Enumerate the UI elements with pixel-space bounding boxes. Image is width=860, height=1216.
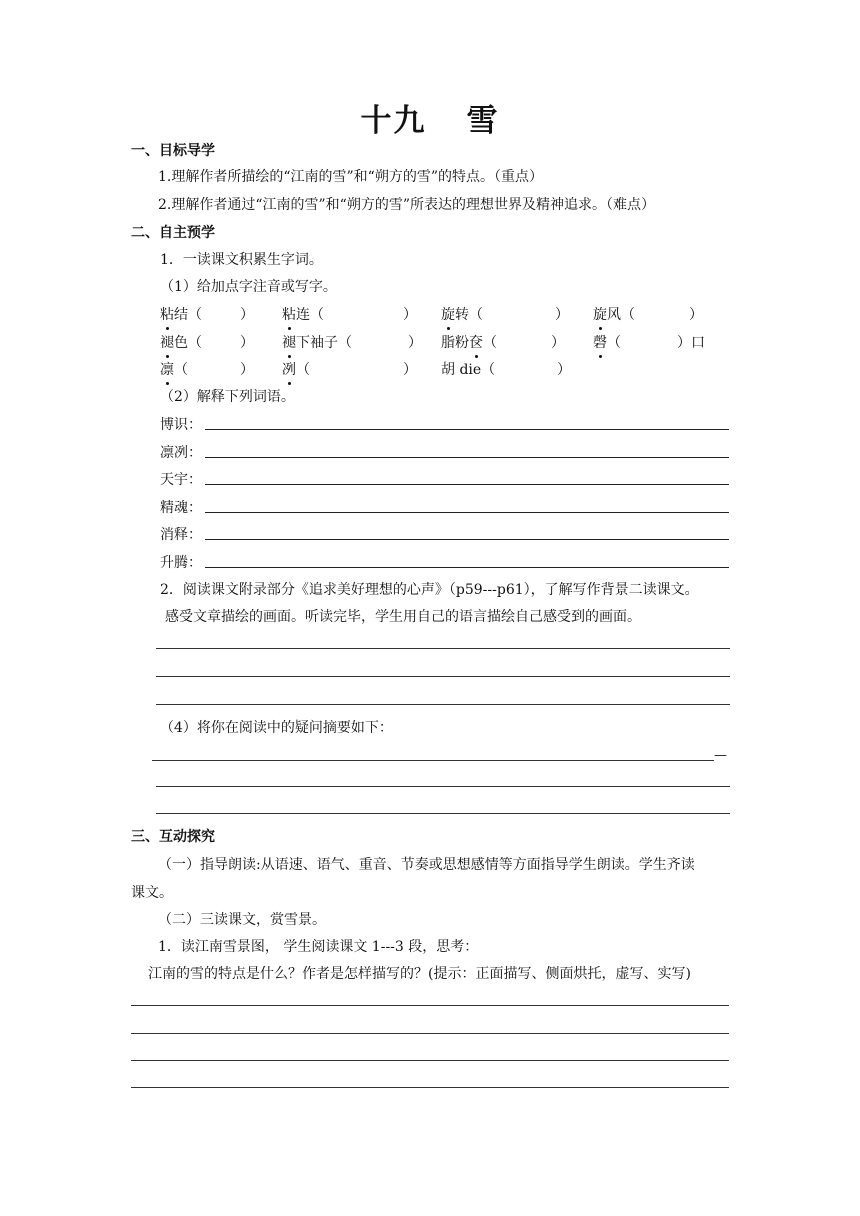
- vocab-entry[interactable]: 褪下袖子（: [282, 332, 352, 352]
- preview-item-2: 2．阅读课文附录部分《追求美好理想的心声》（p59---p61），了解写作背景二读课文。: [160, 582, 699, 598]
- section1-heading: 一、目标导学: [131, 143, 215, 159]
- goal-item-1: 1.理解作者所描绘的“江南的雪”和“朔方的雪”的特点。（重点）: [158, 169, 543, 185]
- vocab-close: ）: [689, 307, 703, 323]
- section2-heading: 二、自主预学: [131, 225, 215, 241]
- vocab-close: ）: [240, 362, 254, 378]
- preview-item-1: 1．一读课文积累生字词。: [160, 252, 323, 268]
- writing-line[interactable]: [131, 1087, 729, 1088]
- vocab-close: ）: [403, 307, 417, 323]
- term-answer-field[interactable]: [205, 539, 729, 540]
- vocab-close: ）: [240, 307, 254, 323]
- goal-item-2: 2.理解作者通过“江南的雪”和“朔方的雪”所表达的理想世界及精神追求。（难点）: [158, 197, 655, 213]
- vocab-entry[interactable]: 粘连（: [282, 304, 324, 324]
- vocab-close: ）: [408, 335, 422, 351]
- vocab-entry[interactable]: 粘结（: [160, 304, 202, 324]
- vocab-entry[interactable]: 冽（: [282, 359, 310, 379]
- page-title: [0, 95, 860, 140]
- term-answer-field[interactable]: [205, 512, 729, 513]
- writing-line[interactable]: [156, 813, 730, 814]
- term-label: 精魂：: [160, 500, 202, 516]
- writing-line[interactable]: [156, 648, 730, 649]
- title-char: 雪: [466, 103, 500, 139]
- term-answer-field[interactable]: [205, 457, 729, 458]
- writing-line[interactable]: [131, 1060, 729, 1061]
- term-answer-field[interactable]: [205, 429, 729, 430]
- vocab-entry[interactable]: 脂粉奁（: [441, 332, 497, 352]
- explore-para-3: 1．读江南雪景图， 学生阅读课文 1---3 段，思考：: [158, 939, 479, 955]
- term-label: 博识：: [160, 417, 202, 433]
- explore-para-1: （一）指导朗读:从语速、语气、重音、节奏或思想感情等方面指导学生朗读。学生齐读: [158, 857, 695, 873]
- term-label: 升腾：: [160, 555, 202, 571]
- term-label: 天宇：: [160, 472, 202, 488]
- vocab-close: ）口: [677, 335, 705, 351]
- writing-line[interactable]: [156, 704, 730, 705]
- explore-para-1-cont: 课文。: [131, 885, 173, 901]
- term-answer-field[interactable]: [205, 484, 729, 485]
- vocab-entry[interactable]: 旋风（: [593, 304, 635, 324]
- writing-line[interactable]: [156, 786, 730, 787]
- explore-question: 江南的雪的特点是什么？作者是怎样描写的？(提示：正面描写、侧面烘托，虚写、实写): [148, 966, 691, 982]
- dash-mark: —: [714, 748, 727, 763]
- questions-instruction: （4）将你在阅读中的疑问摘要如下：: [160, 720, 393, 736]
- writing-line[interactable]: [156, 676, 730, 677]
- explore-para-2: （二）三读课文，赏雪景。: [158, 912, 326, 928]
- vocab-close: ）: [551, 335, 565, 351]
- preview-item-2-cont: 感受文章描绘的画面。听读完毕，学生用自己的语言描绘自己感受到的画面。: [165, 609, 641, 625]
- section3-heading: 三、互动探究: [131, 829, 215, 845]
- vocab-entry[interactable]: 旋转（: [441, 304, 483, 324]
- writing-line[interactable]: [131, 1033, 729, 1034]
- vocab-close: ）: [240, 335, 254, 351]
- vocab-close: ）: [557, 362, 571, 378]
- vocab-close: ）: [555, 307, 569, 323]
- vocab-close: ）: [403, 362, 417, 378]
- vocab-entry[interactable]: 凛（: [160, 359, 188, 379]
- term-label: 凛冽：: [160, 445, 202, 461]
- vocab-entry[interactable]: 磬（: [593, 332, 621, 352]
- term-answer-field[interactable]: [205, 567, 729, 568]
- vocab-instruction: （1）给加点字注音或写字。: [160, 279, 337, 295]
- term-label: 消释：: [160, 527, 202, 543]
- vocab-entry[interactable]: 胡 die（: [441, 362, 496, 378]
- title-number: 十九: [360, 103, 427, 139]
- vocab-entry[interactable]: 褪色（: [160, 332, 202, 352]
- writing-line[interactable]: [152, 760, 714, 761]
- writing-line[interactable]: [131, 1005, 729, 1006]
- definition-instruction: （2）解释下列词语。: [160, 389, 295, 405]
